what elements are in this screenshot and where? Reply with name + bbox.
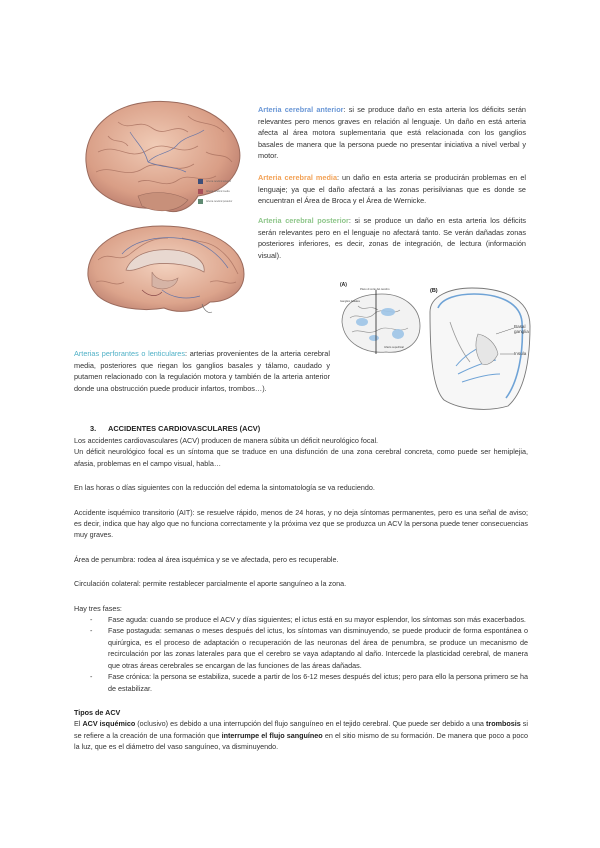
phases-list xyxy=(74,614,528,694)
panel-b-label-insula: Insula xyxy=(514,351,527,356)
artery-posterior-paragraph xyxy=(258,215,526,261)
body-text xyxy=(74,435,528,753)
phase-item-postaguda: - Fase postaguda: semanas o meses después del ictus, los síntomas van disminuyendo, se puede producir de forma espontánea o quirúrgica, es el proceso de adaptación o recuperación de las neuronas del área de penumbra, se produce un mecanismo de recirculación por las zonas laterales para que el cerebro se vaya adaptando al daño. Intercede la plasticidad cerebral, de manera que otras áreas cerebrales se encargan de las funciones de las áreas dañadas. xyxy=(74,625,528,671)
phase-item-aguda: - Fase aguda: cuando se produce el ACV y días siguientes; el ictus está en su mayor esplendor, los síntomas son más exacerbados. xyxy=(74,614,528,625)
legend-swatch-posterior xyxy=(198,199,203,204)
artery-perforantes-name: Arterias perforantes o lenticulares xyxy=(74,349,186,358)
artery-anterior-name: Arteria cerebral anterior xyxy=(258,105,344,114)
tipos-text-4: en el sitio mismo de su formación. De manera que poco a poco la luz, que es el diámetro del vaso sanguíneo, va disminuyendo. xyxy=(74,730,528,752)
legend-swatch-anterior xyxy=(198,179,203,184)
legend-swatch-media xyxy=(198,189,203,194)
artery-anterior-paragraph xyxy=(258,104,526,162)
paragraph-acv-definition: Los accidentes cardiovasculares (ACV) producen de manera súbita un déficit neurológico focal. xyxy=(74,436,379,445)
tipos-text-3: si se refiere a la creación de una formación que xyxy=(74,719,528,740)
paragraph-circulacion-colateral: Circulación colateral: permite restablecer parcialmente el aporte sanguíneo a la zona. xyxy=(74,579,347,589)
section-title: ACCIDENTES CARDIOVASCULARES (ACV) xyxy=(108,424,261,433)
panel-a-label-infarct: Infarto superficial xyxy=(384,346,404,349)
tipos-text-1: El xyxy=(74,719,83,729)
paragraph-acv-isquemico xyxy=(74,718,528,752)
figure-legend xyxy=(198,176,250,206)
panel-b-label-basal-ganglia: Basal ganglia xyxy=(514,324,529,335)
section-heading xyxy=(74,424,260,433)
artery-posterior-text: : si se produce un daño en esta arteria los déficits serán relevantes pero en el lenguaje no afectará tanto. Se verán dañadas zonas posteriores inferiores, es decir, zonas de integración, de lectura (información visual). xyxy=(258,216,527,260)
panel-a-label-ganglia: Ganglios basales xyxy=(340,300,360,303)
artery-media-text: : un daño en esta arteria se producirán problemas en el lenguaje; ya que el daño afectará a las zonas perisilvianas que es donde se encuentran el Área de Broca y el Área de Wernicke. xyxy=(258,173,526,206)
paragraph-fases-intro: Hay tres fases: xyxy=(74,603,122,613)
tipos-text-2: (oclusivo) es debido a una interrupción del flujo sanguíneo en el tejido cerebral. Que puede ser debido a una xyxy=(135,719,486,729)
term-acv-isquemico: ACV isquémico xyxy=(82,719,136,729)
section-number: 3. xyxy=(90,424,97,433)
tipos-heading: Tipos de ACV xyxy=(74,707,121,717)
legend-label-posterior: Arteria cerebral posterior xyxy=(206,199,233,203)
paragraph-penumbra: Área de penumbra: rodea al área isquémica y se ve afectada, pero es recuperable. xyxy=(74,554,339,564)
legend-label-media: Arteria cerebral media xyxy=(206,189,230,193)
panel-b-label: (B) xyxy=(430,288,438,294)
artery-media-name: Arteria cerebral media xyxy=(258,173,338,182)
brain-diagram-illustration xyxy=(338,282,534,414)
brain-lateral-figure xyxy=(78,92,250,220)
artery-posterior-name: Arteria cerebral posterior xyxy=(258,216,349,225)
brain-medial-figure xyxy=(82,220,250,320)
artery-media-paragraph xyxy=(258,172,526,207)
artery-perforantes-paragraph xyxy=(74,348,330,394)
paragraph-deficit-focal: Un déficit neurológico focal es un síntoma que se traduce en una disfunción de una zona cerebral concreta, como puede ser hemiplejia, afasia, problemas en el campo visual, habla… xyxy=(74,447,528,468)
panel-a-label-plane: Plano di corte del cerebro xyxy=(360,288,390,291)
legend-label-anterior: Arteria cerebral anterior xyxy=(206,179,232,183)
artery-perforantes-text: : arterias provenientes de la arteria cerebral media, posteriores que riegan los ganglios basales y tálamo, caudado y putamen relacionado con la regulación motora y también de la arteria anterior donde una obstrucción puede producir infartos, trombos…). xyxy=(74,349,330,393)
panel-a-label: (A) xyxy=(340,282,347,288)
paragraph-edema: En las horas o días siguientes con la reducción del edema la sintomatología se va reduciendo. xyxy=(74,483,375,493)
brain-diagram-figure xyxy=(338,282,534,414)
term-trombosis: trombosis xyxy=(486,719,521,729)
brain-medial-illustration xyxy=(82,220,250,320)
term-interrumpe-flujo: interrumpe el flujo sanguíneo xyxy=(221,730,323,740)
artery-anterior-text: : si se produce daño en esta arteria los déficits serán relevantes pero menos graves en relación al lenguaje. Un daño en está arteria afecta al área motora suplementaria que está relacionada con los ganglios basales de manera que la persona puede no presentar iniciativa a nivel verbal y motor. xyxy=(258,105,526,161)
paragraph-ait: Accidente isquémico transitorio (AIT): se resuelve rápido, menos de 24 horas, y no deja síntomas permanentes, pero es una señal de aviso; es decir, indica que hay algo que no funciona correctamente y la próxima vez que se produzca un ACV la persona puede tener consecuencias muy graves. xyxy=(74,507,528,540)
phase-item-cronica: - Fase crónica: la persona se estabiliza, sucede a partir de los 6-12 meses después del ictus; pero para ello la persona primero se ha de estabilizar. xyxy=(74,671,528,694)
